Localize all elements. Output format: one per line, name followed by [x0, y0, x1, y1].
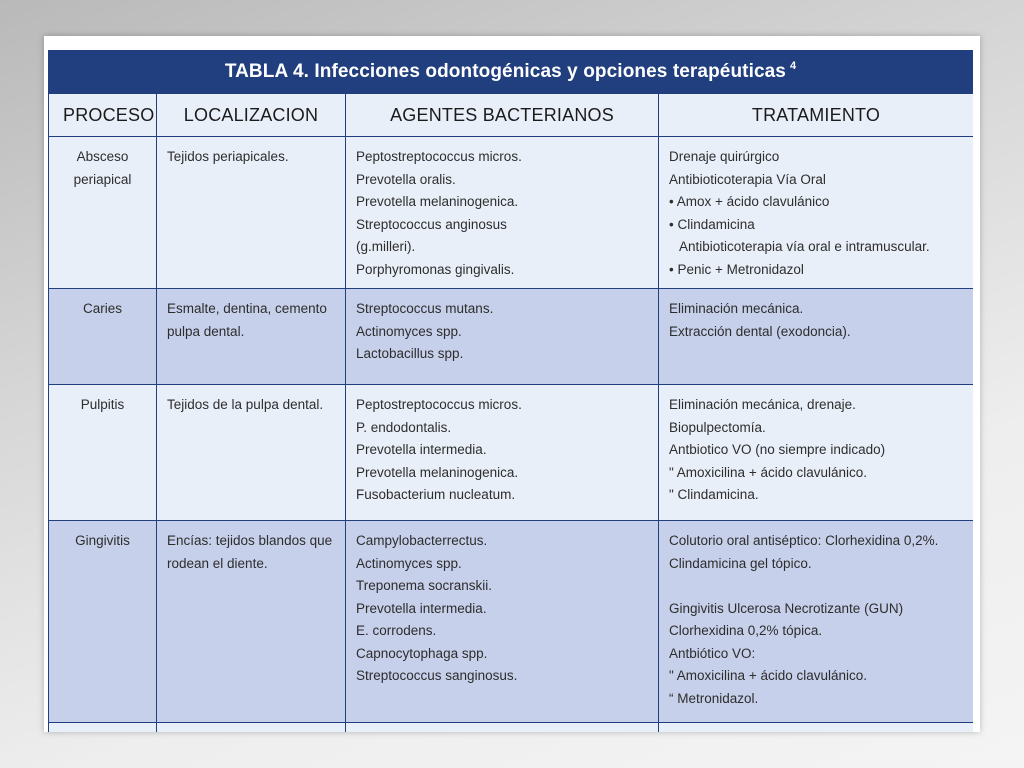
cell-line: • Amox + ácido clavulánico — [669, 194, 830, 209]
header-tratamiento: TRATAMIENTO — [659, 94, 974, 137]
cell-line: Capnocytophaga spp. — [356, 645, 488, 661]
cell-line: Caries — [82, 301, 122, 316]
cell-line: Actinomyces spp. — [356, 555, 462, 571]
cell-line: Extracción dental (exodoncia). — [669, 323, 851, 339]
cell-line: Streptococcus anginosus — [356, 216, 507, 232]
cell-proceso — [49, 521, 157, 723]
header-localizacion: LOCALIZACION — [157, 94, 346, 137]
header-row — [49, 94, 974, 137]
cell-line: Tejidos periapicales. — [167, 149, 289, 164]
cell-line: Pulpitis — [80, 397, 125, 412]
data-table — [48, 94, 973, 732]
cell-proceso — [49, 289, 157, 385]
cell-line: Streptococcus sanginosus. — [356, 668, 518, 683]
cell-tratamiento — [659, 289, 974, 385]
cell-empty — [346, 723, 659, 733]
table-row — [49, 521, 974, 723]
cell-line: Prevotella intermedia. — [356, 600, 487, 616]
table-title: TABLA 4. Infecciones odontogénicas y opciones terapéuticas — [224, 61, 786, 82]
cell-line: Colutorio oral antiséptico: Clorhexidina 0,2%. — [669, 533, 939, 548]
cell-localizacion — [157, 521, 346, 723]
cell-line: Lactobacillus spp. — [356, 346, 464, 361]
cell-line: Peptostreptococcus micros. — [356, 149, 522, 164]
table-row — [49, 137, 974, 289]
cell-tratamiento — [659, 521, 974, 723]
cell-line: Prevotella melaninogenica. — [356, 464, 519, 480]
table-title-bar — [48, 50, 973, 94]
table-row — [49, 385, 974, 521]
cell-line: Campylobacterrectus. — [356, 533, 488, 548]
cell-line: • Penic + Metronidazol — [669, 261, 804, 277]
cell-localizacion — [157, 385, 346, 521]
cell-line: Antbiótico VO: — [669, 645, 756, 661]
cell-line: rodean el diente. — [167, 555, 268, 571]
cell-empty — [157, 723, 346, 733]
cell-line: Drenaje quirúrgico — [669, 149, 780, 164]
cell-line: Absceso — [76, 149, 129, 164]
cell-line: " Clindamicina. — [669, 487, 759, 502]
cell-line: Treponema socranskii. — [356, 578, 493, 593]
cell-line: “ Metronidazol. — [669, 690, 759, 706]
cell-line: Prevotella intermedia. — [356, 442, 487, 457]
table-row-partial — [49, 723, 974, 733]
cell-proceso — [49, 137, 157, 289]
cell-line: " Amoxicilina + ácido clavulánico. — [669, 668, 868, 683]
cell-agentes — [346, 289, 659, 385]
cell-line: Fusobacterium nucleatum. — [356, 487, 516, 502]
cell-tratamiento — [659, 137, 974, 289]
therapy-table — [48, 50, 973, 732]
cell-line: Clindamicina gel tópico. — [669, 555, 812, 571]
cell-agentes — [346, 137, 659, 289]
cell-line: Streptococcus mutans. — [356, 301, 494, 316]
cell-line: " Amoxicilina + ácido clavulánico. — [669, 464, 868, 480]
cell-tratamiento — [659, 385, 974, 521]
cell-line: E. corrodens. — [356, 623, 437, 638]
cell-line: (g.milleri). — [356, 239, 416, 254]
cell-line: periapical — [73, 171, 132, 187]
cell-line: Prevotella oralis. — [356, 171, 456, 187]
cell-line: Clorhexidina 0,2% tópica. — [669, 623, 823, 638]
cell-line: P. endodontalis. — [356, 419, 452, 435]
cell-line: Esmalte, dentina, cemento — [167, 301, 327, 316]
cell-line: Prevotella melaninogenica. — [356, 194, 519, 209]
header-agentes: AGENTES BACTERIANOS — [346, 94, 659, 137]
cell-line: • Clindamicina — [669, 216, 755, 232]
cell-line: Eliminación mecánica, drenaje. — [669, 397, 856, 412]
cell-line: pulpa dental. — [167, 323, 245, 339]
cell-agentes — [346, 521, 659, 723]
cell-line: Actinomyces spp. — [356, 323, 462, 339]
cell-line: Porphyromonas gingivalis. — [356, 261, 515, 277]
cell-line: Antbiotico VO (no siempre indicado) — [669, 442, 886, 457]
cell-line: Encías: tejidos blandos que — [167, 533, 333, 548]
table-title-reference: 4 — [789, 60, 797, 72]
cell-line: Tejidos de la pulpa dental. — [167, 397, 324, 412]
cell-empty — [659, 723, 974, 733]
cell-localizacion — [157, 289, 346, 385]
cell-agentes — [346, 385, 659, 521]
cell-line: Peptostreptococcus micros. — [356, 397, 522, 412]
cell-line: Biopulpectomía. — [669, 419, 766, 435]
cell-line: Antibioticoterapia Vía Oral — [669, 171, 826, 187]
cell-proceso — [49, 385, 157, 521]
cell-line: Gingivitis — [75, 533, 130, 548]
cell-localizacion — [157, 137, 346, 289]
header-proceso: PROCESO — [49, 94, 157, 137]
cell-line: Antibioticoterapia vía oral e intramuscular. — [679, 239, 930, 254]
slide — [44, 36, 980, 732]
cell-empty — [49, 723, 157, 733]
cell-line — [669, 575, 963, 598]
cell-line: Gingivitis Ulcerosa Necrotizante (GUN) — [669, 600, 904, 616]
table-row — [49, 289, 974, 385]
cell-line: Eliminación mecánica. — [669, 301, 804, 316]
